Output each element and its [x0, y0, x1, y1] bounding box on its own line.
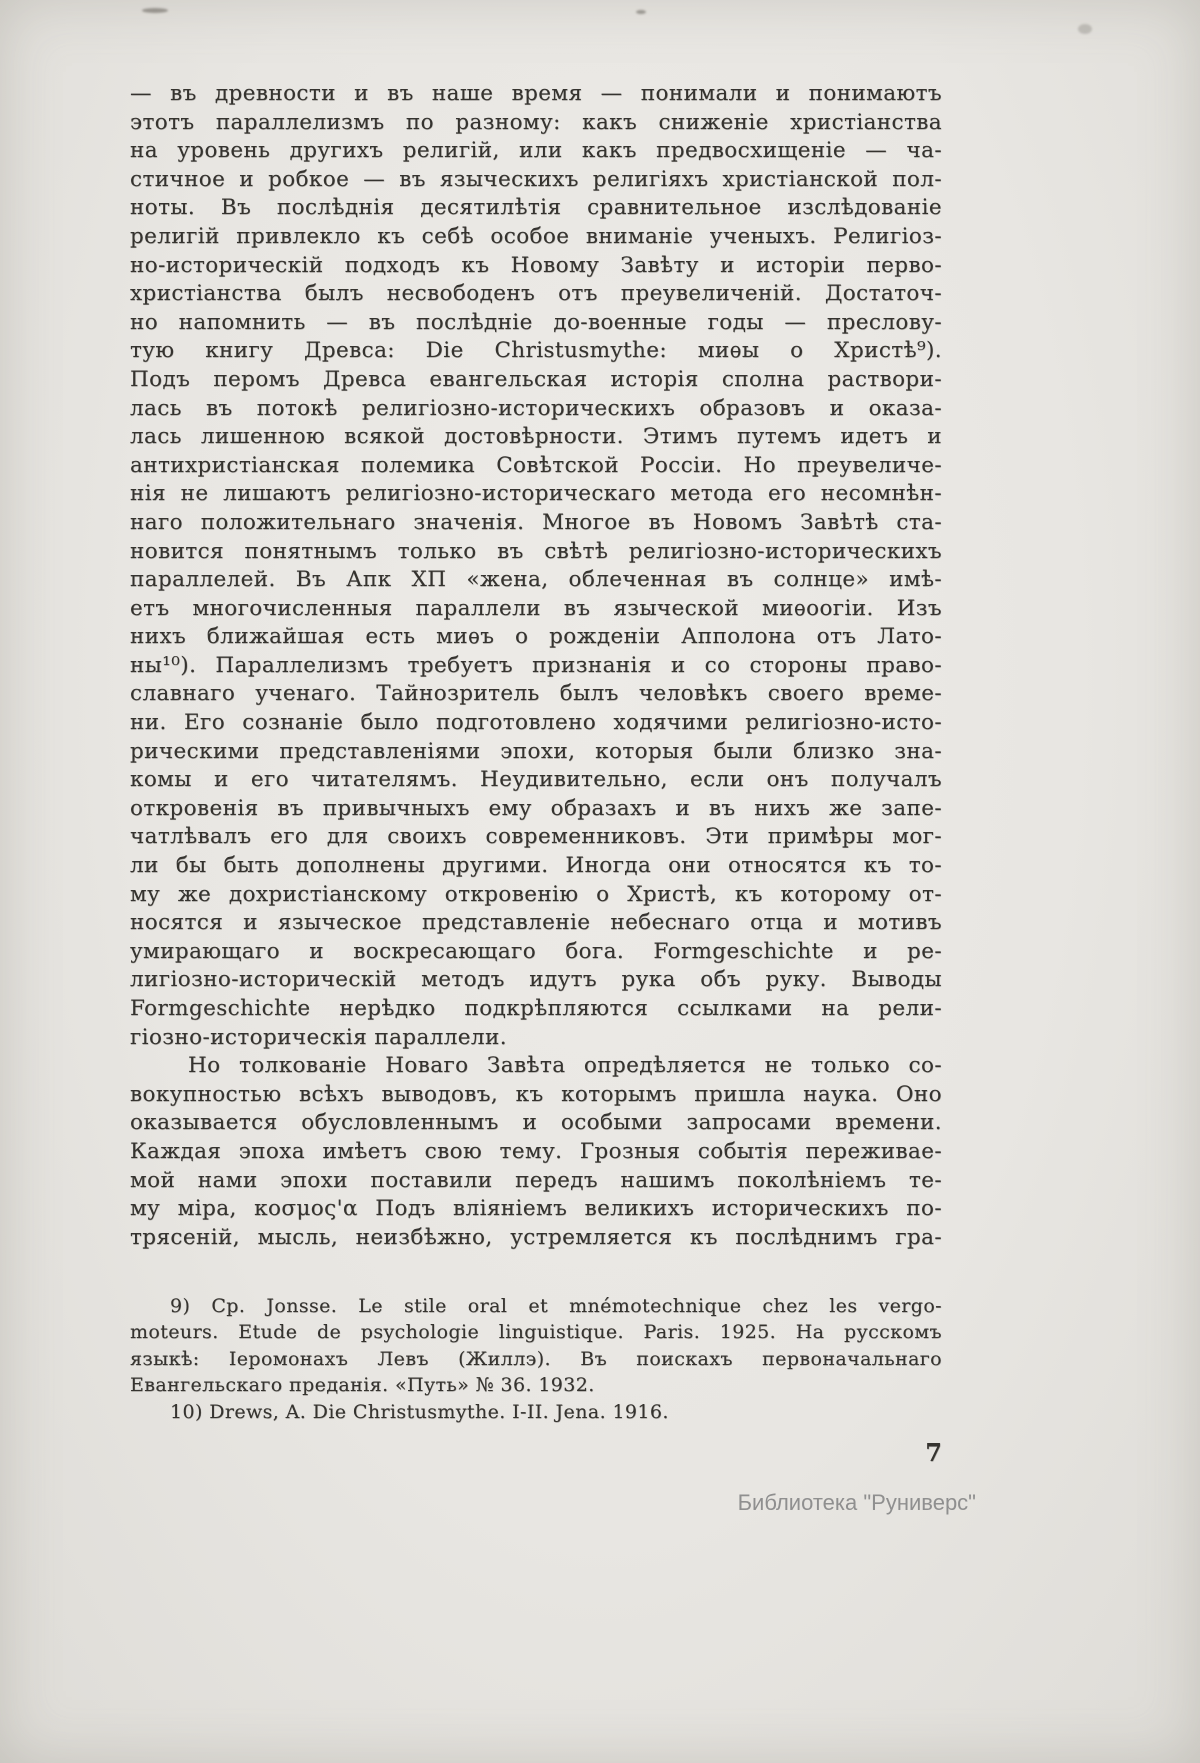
text-line: ноты. Въ послѣднія десятилѣтія сравнительное изслѣдованіе	[130, 195, 942, 221]
text-line: Евангельскаго преданія. «Путь» № 36. 1932.	[130, 1374, 595, 1397]
text-line: Подъ перомъ Древса евангельская исторія сполна раствори-	[130, 366, 942, 392]
text-line: 10) Drews, A. Die Christusmythe. I-II. Jena. 1916.	[170, 1400, 669, 1423]
text-line: откровенія въ привычныхъ ему образахъ и въ нихъ же запе-	[130, 795, 942, 821]
main-text-block	[130, 80, 942, 1252]
text-line: на уровень другихъ религій, или какъ предвосхищеніе — ча-	[130, 138, 942, 164]
text-line: но напомнить — въ послѣдніе до-военные годы — преслову-	[130, 309, 942, 335]
text-line: стичное и робкое — въ языческихъ религіяхъ христіанской пол-	[130, 166, 942, 192]
text-line: тую книгу Древса: Die Christusmythe: миѳы о Христѣ⁹).	[130, 338, 942, 364]
text-line: чатлѣвалъ его для своихъ современниковъ. Эти примѣры мог-	[130, 824, 942, 850]
text-line: Но толкованіе Новаго Завѣта опредѣляется не только со-	[188, 1053, 942, 1079]
footnotes-block	[130, 1293, 942, 1425]
text-line: лась лишенною всякой достовѣрности. Этимъ путемъ идетъ и	[130, 424, 942, 450]
paragraph-2	[130, 1052, 942, 1252]
text-line: му же дохристіанскому откровенію о Христѣ, къ которому от-	[130, 881, 942, 907]
text-line: рическими представленіями эпохи, которыя были близко зна-	[130, 738, 942, 764]
text-line: славнаго ученаго. Тайнозритель былъ человѣкъ своего време-	[130, 681, 942, 707]
text-line: новится понятнымъ только въ свѣтѣ религіозно-историческихъ	[130, 538, 942, 564]
text-line: Formgeschichte нерѣдко подкрѣпляются ссылками на рели-	[130, 996, 942, 1021]
text-line: комы и его читателямъ. Неудивительно, если онъ получалъ	[130, 767, 942, 793]
text-line: moteurs. Etude de psychologie linguistique. Paris. 1925. На русскомъ	[130, 1321, 942, 1344]
text-line: лигіозно-историческій методъ идутъ рука объ руку. Выводы	[130, 967, 942, 993]
footnote-9	[130, 1293, 942, 1399]
text-line: трясеній, мысль, неизбѣжно, устремляется къ послѣднимъ гра-	[130, 1224, 942, 1250]
text-line: этотъ параллелизмъ по разному: какъ сниженіе христіанства	[130, 109, 942, 135]
text-line: 9) Ср. Jonsse. Le stile oral et mnémotechnique chez les vergo-	[170, 1295, 942, 1317]
text-line: ли бы быть дополнены другими. Иногда они относятся къ то-	[130, 853, 942, 879]
text-line: языкѣ: Іеромонахъ Левъ (Жиллэ). Въ поискахъ первоначальнаго	[130, 1347, 942, 1370]
page-number: 7	[925, 1438, 942, 1467]
text-line: етъ многочисленныя параллели въ языческой миѳоогіи. Изъ	[130, 595, 942, 621]
text-line: ни. Его сознаніе было подготовлено ходячими религіозно-исто-	[130, 710, 942, 736]
text-line: му міра, κοσμος'α Подъ вліяніемъ великихъ историческихъ по-	[130, 1196, 942, 1222]
text-line: нія не лишаютъ религіозно-историческаго метода его несомнѣн-	[130, 481, 942, 507]
text-line: Каждая эпоха имѣетъ свою тему. Грозныя событія переживае-	[130, 1138, 942, 1164]
paragraph-1	[130, 80, 942, 1052]
text-line: вокупностью всѣхъ выводовъ, къ которымъ пришла наука. Оно	[130, 1081, 942, 1107]
text-line: носятся и языческое представленіе небеснаго отца и мотивъ	[130, 910, 942, 936]
scan-artifact	[1078, 24, 1092, 34]
text-line: лась въ потокѣ религіозно-историческихъ образовъ и оказа-	[130, 395, 942, 421]
text-line: мой нами эпохи поставили передъ нашимъ поколѣніемъ те-	[130, 1167, 942, 1193]
library-watermark: Библиотека "Руниверс"	[737, 1490, 976, 1515]
text-line: наго положительнаго значенія. Многое въ Новомъ Завѣтѣ ста-	[130, 509, 942, 535]
scan-artifact	[636, 10, 646, 14]
text-line: религій привлекло къ себѣ особое вниманіе ученыхъ. Религіоз-	[130, 223, 942, 249]
text-line: антихристіанская полемика Совѣтской Россіи. Но преувеличе-	[130, 452, 942, 478]
text-line: но-историческій подходъ къ Новому Завѣту и исторіи перво-	[130, 252, 942, 278]
text-line: нихъ ближайшая есть миѳъ о рожденіи Апполона отъ Лато-	[130, 624, 942, 650]
text-line: ны¹⁰). Параллелизмъ требуетъ признанія и со стороны право-	[130, 652, 942, 678]
text-line: христіанства былъ несвободенъ отъ преувеличеній. Достаточ-	[130, 281, 942, 307]
text-line: — въ древности и въ наше время — понимали и понимаютъ	[130, 81, 942, 106]
scan-artifact	[142, 8, 168, 13]
text-line: гіозно-историческія параллели.	[130, 1024, 507, 1050]
text-line: умирающаго и воскресающаго бога. Formgeschichte и ре-	[130, 938, 942, 964]
text-line: параллелей. Въ Апк ХП «жена, облеченная въ солнце» имѣ-	[130, 567, 942, 593]
footnote-10	[130, 1399, 942, 1425]
text-line: оказывается обусловленнымъ и особыми запросами времени.	[130, 1110, 942, 1136]
